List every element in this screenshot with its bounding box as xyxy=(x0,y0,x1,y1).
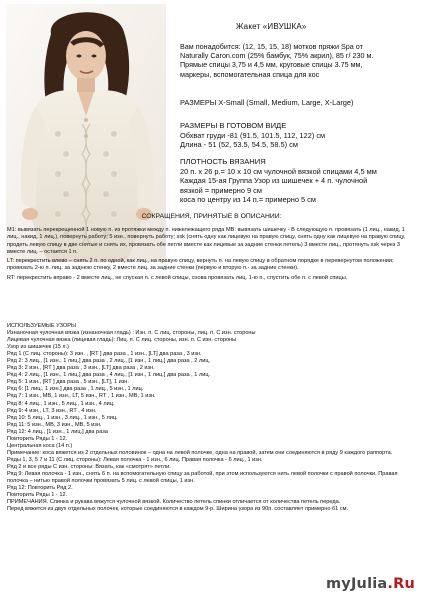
gauge-line: вязкой = примерно 9 см xyxy=(180,185,262,195)
logo-domain: .Ru xyxy=(387,576,415,592)
materials-line: Прямые спицы 3,75 и 4,5 мм, круговые спицы 3.75 мм, xyxy=(180,60,363,70)
finished-sizes xyxy=(180,121,416,150)
pattern-lines xyxy=(7,330,417,513)
pattern-line: Изнаночная чулочная вязка (изнаночная гладь) : Изн. п. С лиц. стороны, лиц. п. С изн. стороны xyxy=(7,330,256,337)
pattern-line: Ряд 2 и все ряды С изн. стороны: Вязать, как «смотрят» петли. xyxy=(7,463,171,470)
gauge-line: Каждая 15-ая Группа Узор из шишечек + 4 п. чулочной xyxy=(180,176,368,186)
pattern-line: Ряды 1, 3, 5 7 и 11 (С лиц. стороны): Левая полочка - 1 изн., 6 лиц. Правая полочка - 6 лиц., 1 изн. xyxy=(7,456,263,463)
page-title: Жакет «ИВУШКА» xyxy=(236,22,307,31)
abbreviation-paragraph: М1: вывязать перекрещенной 1 новую п. из протяжки между п. нижележащего ряда МВ: вывязать шишечку - В следующую п. провязать (1 лиц., накид, 1 лиц., накид, 1 лиц.), повернуть работу; 5 изн., повернуть работу; ssk (снять одну как лицевую на правую спицу, снять одну как лицевую на правую спицу, продеть левую спицу в две снятые и снять их, провязать обе петли вместе как лицевые за задние стенки петель) 3 вместе лиц., протянуть ssk через 3 вместе лиц. – остается 1 п. xyxy=(7,227,406,255)
pattern-line: Ряд 7: 1 изн., МВ, 1 изн., LT, 5 изн., RT , 1 изн., МВ, 1 изн. xyxy=(7,393,156,400)
pattern-line: Ряд 9: Левая полочка - 1 изн., снять 6 п. на вспомогательную спицу за работой, при этом используются нить левой полочки с правой полочки. Правая полочка – нитью правой полочки провязать 5 лиц. с левой спицы, 1 изн. xyxy=(7,470,398,485)
pattern-line: Ряд 4: 2 лиц., [1 изн., 1 лиц.] два раза , 4 лиц., [1 изн., 1 лиц.] два раза , 1 лиц. xyxy=(7,372,211,379)
pattern-line: ПРИМЕЧАНИЯ. Спинка и рукава вяжутся чулочной вязкой. Количество петель спинки отличается от количества петель переда. xyxy=(7,499,341,506)
pattern-line: Ряд 3: 2 изн., [RT ] два раза , 3 изн., [LT] два раза , 2 изн. xyxy=(7,365,155,372)
materials-block xyxy=(180,42,416,79)
pattern-line: Ряд 6: [1 лиц., 1 изн.] два раза , 1 лиц., 5 изн., 1 лиц. xyxy=(7,386,144,393)
pattern-line: Ряд 12: Повторить Ряд 2. xyxy=(7,485,73,492)
materials-line: маркеры, вспомогательная спица для кос xyxy=(180,69,320,79)
materials-line: Вам понадобится: (12, 15, 15, 18) мотков пряжи Spa от xyxy=(180,42,363,51)
model-photo xyxy=(6,4,166,262)
gauge-heading: ПЛОТНОСТЬ ВЯЗАНИЯ xyxy=(180,157,266,166)
materials-line: Naturally Caron.com (25% бамбук, 75% акрил), 85 г/ 230 м. xyxy=(180,51,374,61)
pattern-line: Повторить Ряды 1 - 12. xyxy=(7,492,68,499)
finished-size-line: Длина - 51 (52, 53.5, 54.5, 58.5) см xyxy=(180,140,298,150)
pattern-line: Ряд 12: 4 лиц., [1 изн., 1 лиц.] два раза xyxy=(7,428,108,435)
pattern-line: Узор из шишечек (15 п.) xyxy=(7,344,69,351)
pattern-line: Примечание: коса вяжется из 2 отдельных половинок – одна на левой полочке, одна на правой, затем они соединяются в ряду 9 каждого раппорта. xyxy=(7,449,393,456)
abbreviation-paragraph: LT: перекрестить влево – снять 2 п. по одной, как лиц., на правую спицу, вернуть п. на левую спицу в обратном порядке в перевернутом положении; провязать 2-ю п. лиц. за заднюю стенку, 2 вместе лиц. за задние стенки (первую и вторую п.- за задние стенки). xyxy=(7,258,394,272)
gauge-block xyxy=(180,157,416,205)
pattern-line: Лицевая чулочная вязка (лицевая гладь): Лиц. п. С лиц. стороны, изн. п. С изн. стороны xyxy=(7,337,237,344)
pattern-line: Перед вяжется из двух отдельных полочек, которые соединяются в каждом 9-р. Ширина узора из 90п. составляет примерно 61 см. xyxy=(7,506,349,513)
pattern-line: Ряд 9: 4 изн., LT, 3 изн., RT , 4 изн. xyxy=(7,407,97,414)
pattern-line: Ряд 1 (С лиц. стороны): 3 изн. , [RT ] два раза , 1 изн., [LT] два раза , 3 изн. xyxy=(7,351,202,358)
abbreviations-block xyxy=(7,227,417,284)
pattern-line: Ряд 2: 3 лиц., [1 изн., 1 лиц.] два раза , 2 лиц., [1 изн., 1 лиц.] два раза , 2 лиц. xyxy=(7,358,211,365)
patterns-heading: ИСПОЛЬЗУЕМЫЕ УЗОРЫ xyxy=(7,323,76,329)
sizes-line: РАЗМЕРЫ X-Small (Small, Medium, Large, X-Large) xyxy=(180,98,354,107)
patterns-block xyxy=(7,323,417,513)
pattern-line: Повторить Ряды 1 - 12. xyxy=(7,435,68,442)
abbreviations-heading: СОКРАЩЕНИЯ, ПРИНЯТЫЕ В ОПИСАНИИ: xyxy=(141,213,282,220)
pattern-line: Ряд 8: 4 лиц., 1 изн., 5 лиц., 1 изн., 4 лиц. xyxy=(7,400,115,407)
abbreviation-paragraph: RT: перекрестить вправо - 2 вместе лиц., не спуская п. с левой спицы, снова провязать лиц. 1-ю п., спустить обе п. с левой спицы. xyxy=(7,274,348,281)
pattern-line: Ряд 5: 1 изн., [RT ] два раза , 5 изн., [LT], 1 изн. xyxy=(7,379,129,386)
logo-text: myJulia xyxy=(325,576,388,592)
gauge-line: коса по центру из 14 п.= примерно 5 см xyxy=(180,195,316,205)
gauge-line: 20 п. х 26 р.= 10 х 10 см чулочной вязкой спицами 4,5 мм xyxy=(180,166,377,176)
site-logo xyxy=(326,576,415,592)
pattern-line: Ряд 11: 5 изн., МВ, 3 изн., МВ, 5 изн. xyxy=(7,421,102,428)
pattern-line: Центральная коса (14 п.) xyxy=(7,442,73,449)
pattern-line: Ряд 10: 5 лиц., 1 изн., 3 лиц., 1 изн., 5 лиц. xyxy=(7,414,118,421)
finished-sizes-heading: РАЗМЕРЫ В ГОТОВОМ ВИДЕ xyxy=(180,121,287,130)
finished-size-line: Обхват груди -81 (91.5, 101.5, 112, 122) см xyxy=(180,130,326,140)
